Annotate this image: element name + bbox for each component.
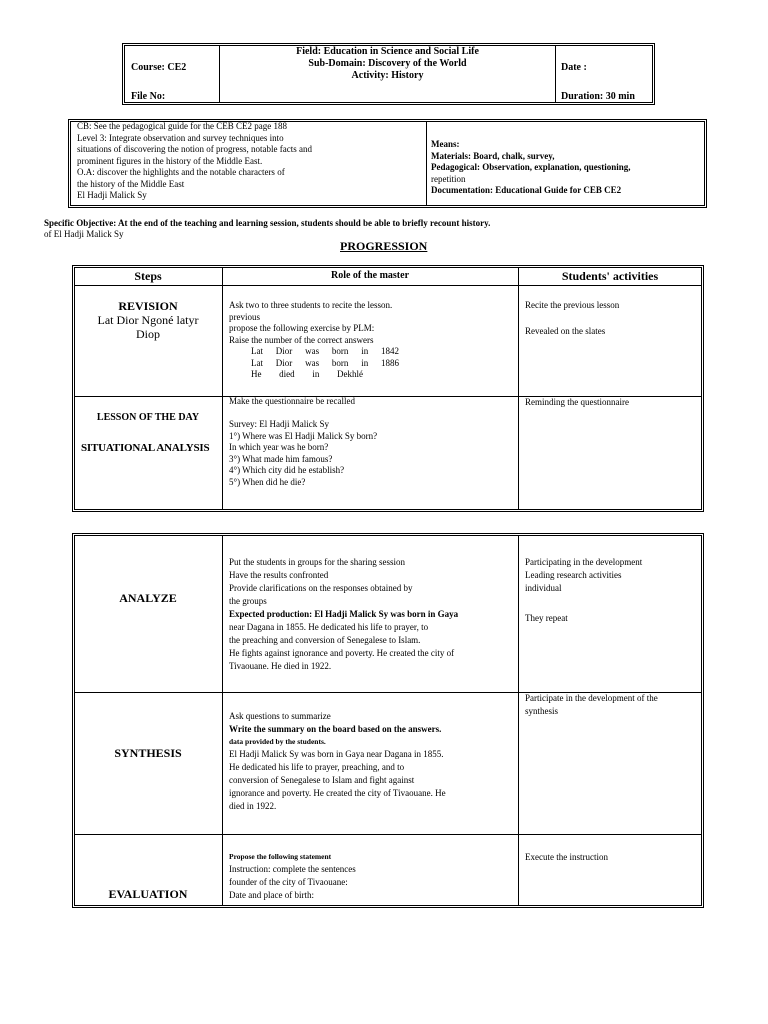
specific-objective-continued: of El Hadji Malick Sy [44, 229, 124, 239]
synthesis-title: SYNTHESIS [114, 746, 182, 760]
statement-word: 1842 [381, 346, 399, 356]
competence-block [77, 121, 423, 202]
revision-student-activity: Revealed on the slates [525, 326, 606, 336]
info-line: Level 3: Integrate observation and survey techniques into [77, 132, 284, 143]
statement-word: died [279, 369, 295, 379]
statement-word: Dekhlé [336, 369, 363, 379]
master-line: Ask two to three students to recite the lesson. [229, 300, 393, 310]
revision-student-activity: Recite the previous lesson [525, 300, 620, 310]
lesson-student-activity: Reminding the questionnaire [525, 397, 629, 407]
lesson-of-the-day-title: LESSON OF THE DAY [96, 412, 200, 423]
master-line: Provide clarifications on the responses obtained by [229, 583, 413, 593]
lesson-master-role [229, 396, 514, 488]
summary-line: El Hadji Malick Sy was born in Gaya near Dagana in 1855. [229, 749, 444, 759]
statement-word: was [305, 357, 320, 368]
master-line: 1°) Where was El Hadji Malick Sy born? [229, 430, 378, 441]
student-line: synthesis [525, 706, 559, 716]
master-line: Make the questionnaire be recalled [229, 396, 355, 406]
statement-word: in [312, 369, 320, 379]
statement-word: Lat [251, 357, 263, 368]
statement-word: Lat [251, 346, 263, 356]
master-line: Put the students in groups for the sharing session [229, 557, 405, 567]
analyze-student-activities [525, 556, 700, 595]
master-line: 3°) What made him famous? [229, 453, 333, 464]
means-line: repetition [431, 173, 466, 184]
info-line: O.A: discover the highlights and the notable characters of [77, 167, 285, 177]
statement-word: born [331, 346, 349, 356]
course-label: Course: CE2 [131, 62, 187, 73]
revision-step [74, 299, 222, 341]
statement-word: Dior [275, 346, 293, 356]
statement-word: Dior [275, 357, 293, 368]
revision-subtitle: Lat Dior Ngoné latyr [97, 313, 199, 327]
means-block [431, 139, 703, 197]
statement-line [251, 346, 399, 358]
evaluation-student-activity: Execute the instruction [525, 852, 608, 862]
summary-line: conversion of Senegalese to Islam and fight against [229, 775, 415, 785]
statement-word: in [361, 346, 369, 356]
revision-master-role [229, 300, 514, 381]
evaluation-master-role [229, 851, 514, 902]
activity-title: Activity: History [351, 70, 424, 81]
summary-line: died in 1922. [229, 801, 277, 811]
statement-line [251, 358, 399, 370]
revision-title: REVISION [118, 299, 178, 313]
master-line: the preaching and conversion of Senegalese to Islam. [229, 635, 421, 645]
student-line: individual [525, 583, 562, 593]
master-line: 5°) When did he die? [229, 476, 306, 487]
situational-analysis-title: SITUATIONAL ANALYSIS [81, 442, 210, 454]
synthesis-student-activities [525, 692, 700, 718]
header-steps: Steps [134, 269, 162, 283]
header-students-activities: Students' activities [561, 269, 659, 283]
subdomain-title: Sub-Domain: Discovery of the World [308, 58, 467, 69]
master-line: near Dagana in 1855. He dedicated his life to prayer, to [229, 622, 429, 632]
master-line: Ask questions to summarize [229, 711, 331, 721]
file-number-label: File No: [131, 91, 166, 102]
master-line: Date and place of birth: [229, 890, 314, 900]
info-line: the history of the Middle East [77, 178, 185, 189]
statement-word: in [361, 357, 369, 368]
means-line: Documentation: Educational Guide for CEB CE2 [431, 185, 622, 195]
means-line: Materials: Board, chalk, survey, [431, 150, 555, 161]
master-line: Have the results confronted [229, 570, 329, 580]
master-line: Tivaouane. He died in 1922. [229, 661, 332, 671]
student-line: Participating in the development [525, 557, 643, 567]
info-line: situations of discovering the notion of progress, notable facts and [77, 144, 312, 154]
means-line: Pedagogical: Observation, explanation, questioning, [431, 162, 631, 172]
field-title: Field: Education in Science and Social Life [296, 46, 479, 57]
synthesis-master-role [229, 710, 514, 813]
summary-line: ignorance and poverty. He created the city of Tivaouane. He [229, 788, 446, 798]
date-label: Date : [561, 62, 587, 73]
expected-production: Expected production: El Hadji Malick Sy was born in Gaya [229, 609, 459, 619]
student-line: Leading research activities [525, 570, 622, 580]
master-line: data provided by the students. [229, 737, 326, 746]
master-line: previous [229, 311, 260, 322]
header-center [220, 46, 555, 82]
statement-word: was [305, 346, 320, 356]
statement-line [251, 369, 363, 381]
master-line: Propose the following statement [229, 852, 332, 861]
master-line: Raise the number of the correct answers [229, 334, 374, 345]
analyze-student-repeat: They repeat [525, 613, 568, 623]
info-line: CB: See the pedagogical guide for the CEB CE2 page 188 [77, 121, 287, 131]
specific-objective: Specific Objective: At the end of the teaching and learning session, students should be able to briefly recount history. [44, 218, 491, 228]
master-line: Instruction: complete the sentences [229, 864, 356, 874]
master-line [229, 408, 514, 420]
info-line: prominent figures in the history of the Middle East. [77, 155, 263, 166]
master-line: He fights against ignorance and poverty. He created the city of [229, 648, 455, 658]
evaluation-title: EVALUATION [108, 887, 188, 901]
student-line: Participate in the development of the [525, 693, 658, 703]
means-line: Means: [431, 139, 460, 149]
master-line: In which year was he born? [229, 442, 329, 452]
duration-label: Duration: 30 min [561, 91, 635, 102]
master-line: founder of the city of Tivaouane: [229, 877, 348, 887]
statement-word: born [331, 357, 349, 368]
master-line: Survey: El Hadji Malick Sy [229, 419, 329, 429]
header-role-of-master: Role of the master [330, 270, 410, 281]
master-line: the groups [229, 596, 267, 606]
master-line: 4°) Which city did he establish? [229, 465, 345, 475]
revision-subtitle: Diop [136, 327, 160, 341]
master-line: Write the summary on the board based on the answers. [229, 724, 442, 734]
progression-title: PROGRESSION [340, 239, 428, 253]
info-line: El Hadji Malick Sy [77, 190, 147, 200]
analyze-title: ANALYZE [119, 591, 177, 605]
master-line: propose the following exercise by PLM: [229, 323, 375, 333]
statement-word: 1886 [381, 357, 399, 368]
summary-line: He dedicated his life to prayer, preaching, and to [229, 762, 405, 772]
analyze-master-role [229, 556, 514, 673]
statement-word: He [251, 369, 262, 379]
